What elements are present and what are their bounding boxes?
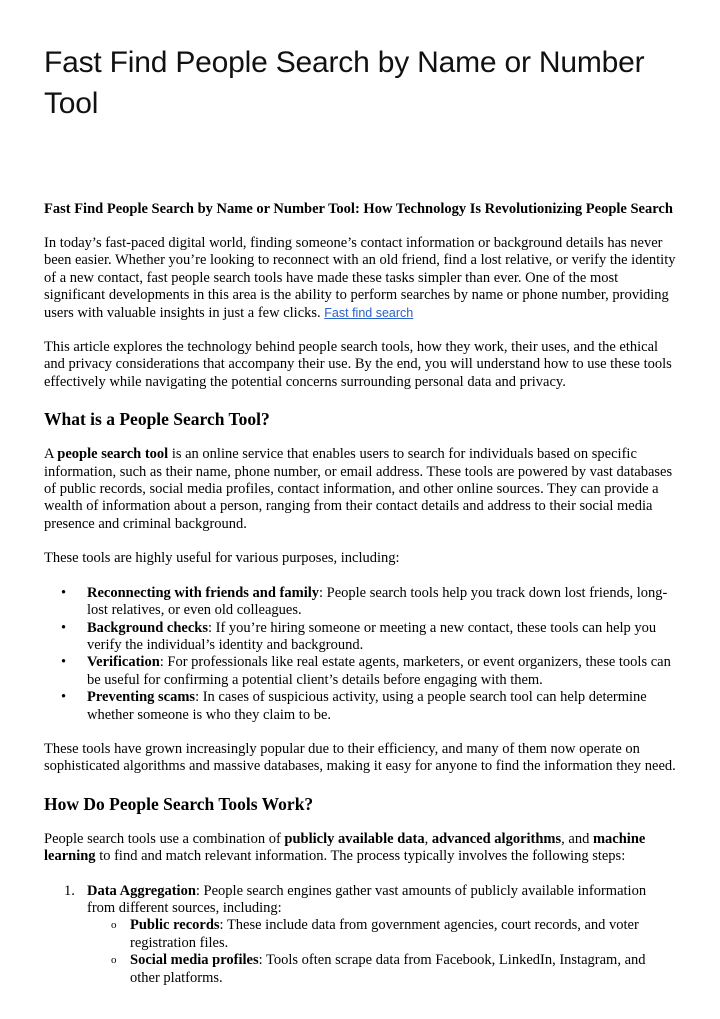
intro-paragraph [44, 235, 676, 322]
list-item-text: : For professionals like real estate agents, marketers, or event organizers, these tools can be useful for confirming a potential client’s details before engaging with them. [87, 654, 671, 688]
sub-item-term: Public records [130, 917, 220, 934]
sub-list [87, 917, 676, 987]
how-text-1: People search tools use a combination of [44, 830, 285, 847]
how-text-3: , and [561, 830, 593, 847]
steps-list [44, 883, 676, 987]
list-item-term: Background checks [87, 619, 208, 636]
how-text-2: , [424, 830, 432, 847]
list-item [87, 917, 676, 952]
fast-find-search-link[interactable]: Fast find search [324, 305, 414, 320]
overview-paragraph: This article explores the technology behind people search tools, how they work, their uses, and the ethical and privacy considerations that accompany their use. By the end, you will understand how to use these tools effectively while navigating the potential concerns surrounding personal data and privacy. [44, 339, 672, 390]
definition-paragraph [44, 446, 676, 533]
list-item-text: : In cases of suspicious activity, using a people search tool can help determine whether someone is who they claim to be. [87, 689, 647, 723]
how-text-4: to find and match relevant information. The process typically involves the following steps: [95, 848, 626, 865]
list-item [44, 689, 676, 724]
popularity-paragraph: These tools have grown increasingly popular due to their efficiency, and many of them now operate on sophisticated algorithms and massive databases, making it easy for anyone to find the information they need. [44, 740, 676, 775]
uses-intro-paragraph: These tools are highly useful for various purposes, including: [44, 550, 400, 567]
how-term-2: advanced algorithms [431, 830, 562, 847]
definition-pre: A [44, 446, 58, 463]
bullet-icon: • [61, 584, 67, 601]
bullet-icon: • [61, 654, 67, 671]
uses-list [44, 585, 676, 724]
list-item-text: : If you’re hiring someone or meeting a new contact, these tools can help you verify the individual’s identity and background. [87, 619, 657, 653]
list-item [44, 883, 676, 987]
list-item-text: : People search tools help you track down lost friends, long-lost relatives, or even old colleagues. [87, 584, 668, 619]
bullet-icon: • [61, 689, 67, 706]
how-term-3: machine learning [44, 830, 646, 865]
document-title: Fast Find People Search by Name or Number Tool [44, 46, 645, 120]
how-paragraph [44, 831, 676, 866]
definition-term: people search tool [57, 446, 169, 463]
step-term: Data Aggregation [87, 882, 196, 899]
list-item-term: Preventing scams [87, 689, 196, 706]
step-number: 1. [64, 882, 75, 899]
list-item [44, 654, 676, 689]
list-item [44, 585, 676, 620]
article-subtitle: Fast Find People Search by Name or Number Tool: How Technology Is Revolutionizing People Search [44, 201, 673, 217]
circle-bullet-icon: o [111, 954, 117, 967]
sub-item-term: Social media profiles [130, 952, 259, 969]
circle-bullet-icon: o [111, 919, 117, 932]
how-term-1: publicly available data [284, 830, 425, 847]
step-text: : People search engines gather vast amounts of publicly available information from different sources, including: [87, 882, 647, 916]
sub-item-text: : Tools often scrape data from Facebook, LinkedIn, Instagram, and other platforms. [130, 952, 646, 986]
sub-item-text: : These include data from government agencies, court records, and voter registration files. [130, 917, 639, 951]
section-heading-how-work: How Do People Search Tools Work? [44, 793, 314, 814]
list-item-term: Verification [87, 654, 160, 671]
list-item [44, 620, 676, 655]
definition-post: is an online service that enables users to search for individuals based on specific information, such as their name, phone number, or email address. These tools are powered by vast databases of public records, social media profiles, contact information, and other online sources. They can provide a wealth of information about a person, ranging from their contact details and address to their social media presence and criminal background. [44, 446, 673, 532]
list-item-term: Reconnecting with friends and family [87, 584, 319, 601]
bullet-icon: • [61, 619, 67, 636]
intro-text: In today’s fast-paced digital world, finding someone’s contact information or background details has never been easier. Whether you’re looking to reconnect with an old friend, find a lost relative, or verify the identity of a new contact, fast people search tools have made these tasks simpler than ever. One of the most significant developments in this area is the ability to perform searches by name or phone number, providing users with valuable insights in just a few clicks. [44, 235, 676, 321]
list-item [87, 952, 676, 987]
section-heading-what-is: What is a People Search Tool? [44, 409, 270, 430]
